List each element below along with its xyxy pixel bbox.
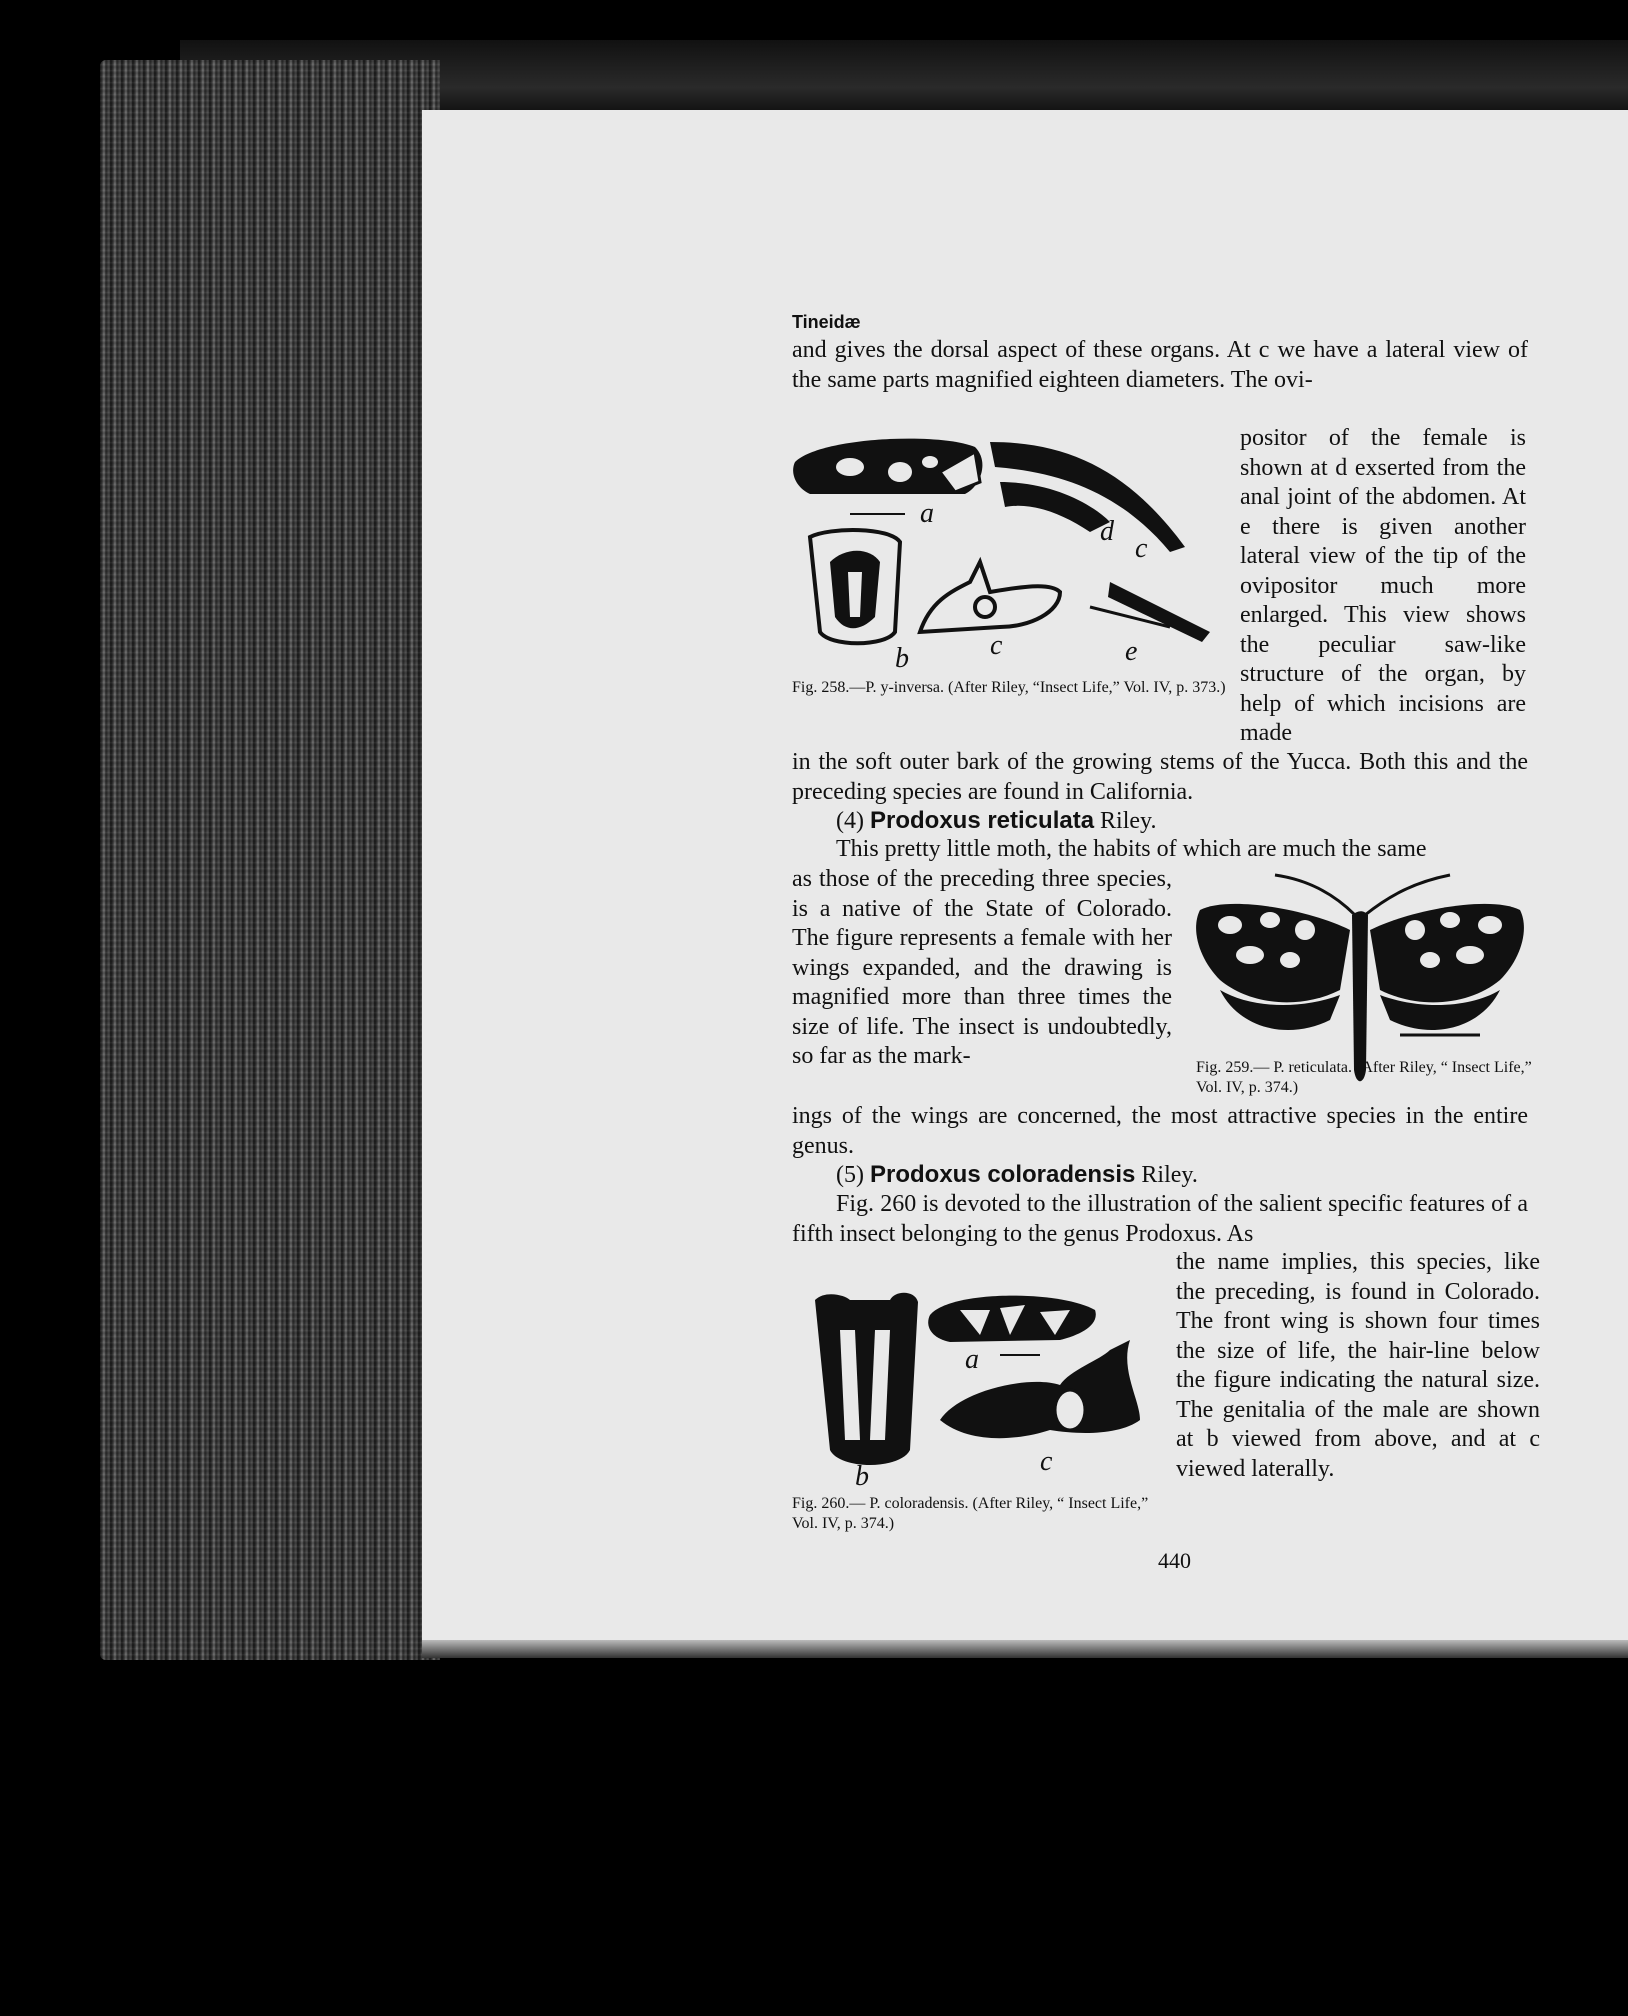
paragraph-3-narrow: the name implies, this species, like the preceding, is found in Colorado. The front wing is shown four times the size of life, the hair-line below the figure indicating the natural size. The genitalia of the male are shown at b viewed from above, and at c viewed laterally.	[1176, 1249, 1540, 1482]
species-5-name: Prodoxus coloradensis	[869, 1161, 1136, 1188]
paragraph-2-lead: This pretty little moth, the habits of which are much the same	[836, 836, 1427, 862]
fig259-right-wing	[1370, 904, 1524, 1030]
paragraph-2-narrow: as those of the preceding three species, is a native of the State of Colorado. The figure represents a female with her wings expanded, and the drawing is magnified more than three times the size of life. The insect is undoubtedly, so far as the mark-	[792, 866, 1172, 1069]
fig258-label-b: b	[895, 643, 909, 674]
fig260-genitalia-dorsal	[815, 1293, 918, 1465]
book-bottom-edge	[422, 1640, 1628, 1658]
fig260-label-a: a	[965, 1344, 979, 1375]
running-head: Tineidæ	[792, 312, 861, 332]
figure-258	[790, 432, 1230, 682]
fig258-genitalia-dorsal	[810, 530, 900, 643]
species-4-name: Prodoxus reticulata	[869, 807, 1095, 834]
species-5-heading	[836, 1160, 1536, 1191]
paragraph-1-narrow: positor of the female is shown at d exserted from the anal joint of the abdomen. At e there is given another lateral view of the tip of the ovipositor much more enlarged. This view shows the peculiar saw-like structure of the organ, by help of which incisions are made	[1240, 425, 1526, 746]
fig258-wing	[793, 439, 982, 494]
paragraph-1-end: in the soft outer bark of the growing stems of the Yucca. Both this and the preceding species are found in California.	[792, 749, 1528, 805]
fig260-caption: Fig. 260.— P. coloradensis. (After Riley, “ Insect Life,” Vol. IV, p. 374.)	[792, 1495, 1149, 1532]
species-4-heading	[836, 806, 1536, 837]
page-number: 440	[1158, 1548, 1191, 1573]
species-5-num: (5)	[836, 1162, 864, 1188]
fig258-genitalia-lateral	[920, 562, 1060, 632]
fig258-label-d: d	[1100, 516, 1114, 547]
fig260-label-c: c	[1040, 1446, 1053, 1477]
fig260-label-b: b	[855, 1461, 869, 1490]
fig258-label-c: c	[990, 630, 1003, 661]
fig259-caption: Fig. 259.— P. reticulata. (After Riley, “ Insect Life,” Vol. IV, p. 374.)	[1196, 1059, 1532, 1096]
fig258-ovipositor	[990, 442, 1185, 552]
fig258-caption: Fig. 258.—P. y-inversa. (After Riley, “Insect Life,” Vol. IV, p. 373.)	[792, 679, 1226, 696]
fig258-label-c2: c	[1135, 533, 1148, 564]
species-5-author: Riley.	[1141, 1162, 1198, 1188]
fig258-label-a: a	[920, 498, 934, 529]
species-4-author: Riley.	[1100, 808, 1157, 834]
fig258-label-e: e	[1125, 636, 1138, 667]
fig259-body	[1352, 911, 1368, 1081]
fig258-ovipositor-tip	[1090, 582, 1210, 642]
paragraph-2-end: ings of the wings are concerned, the most attractive species in the entire genus.	[792, 1103, 1528, 1159]
species-4-num: (4)	[836, 808, 864, 834]
book-page-edges	[100, 60, 440, 1660]
fig259-left-wing	[1196, 904, 1350, 1030]
paragraph-1: and gives the dorsal aspect of these organs. At c we have a lateral view of the same parts magnified eighteen diameters. The ovi-	[792, 337, 1528, 393]
figure-260	[800, 1290, 1160, 1490]
paragraph-3: Fig. 260 is devoted to the illustration of the salient specific features of a fifth insect belonging to the genus Prodoxus. As	[792, 1191, 1528, 1247]
fig260-wing	[928, 1296, 1096, 1342]
